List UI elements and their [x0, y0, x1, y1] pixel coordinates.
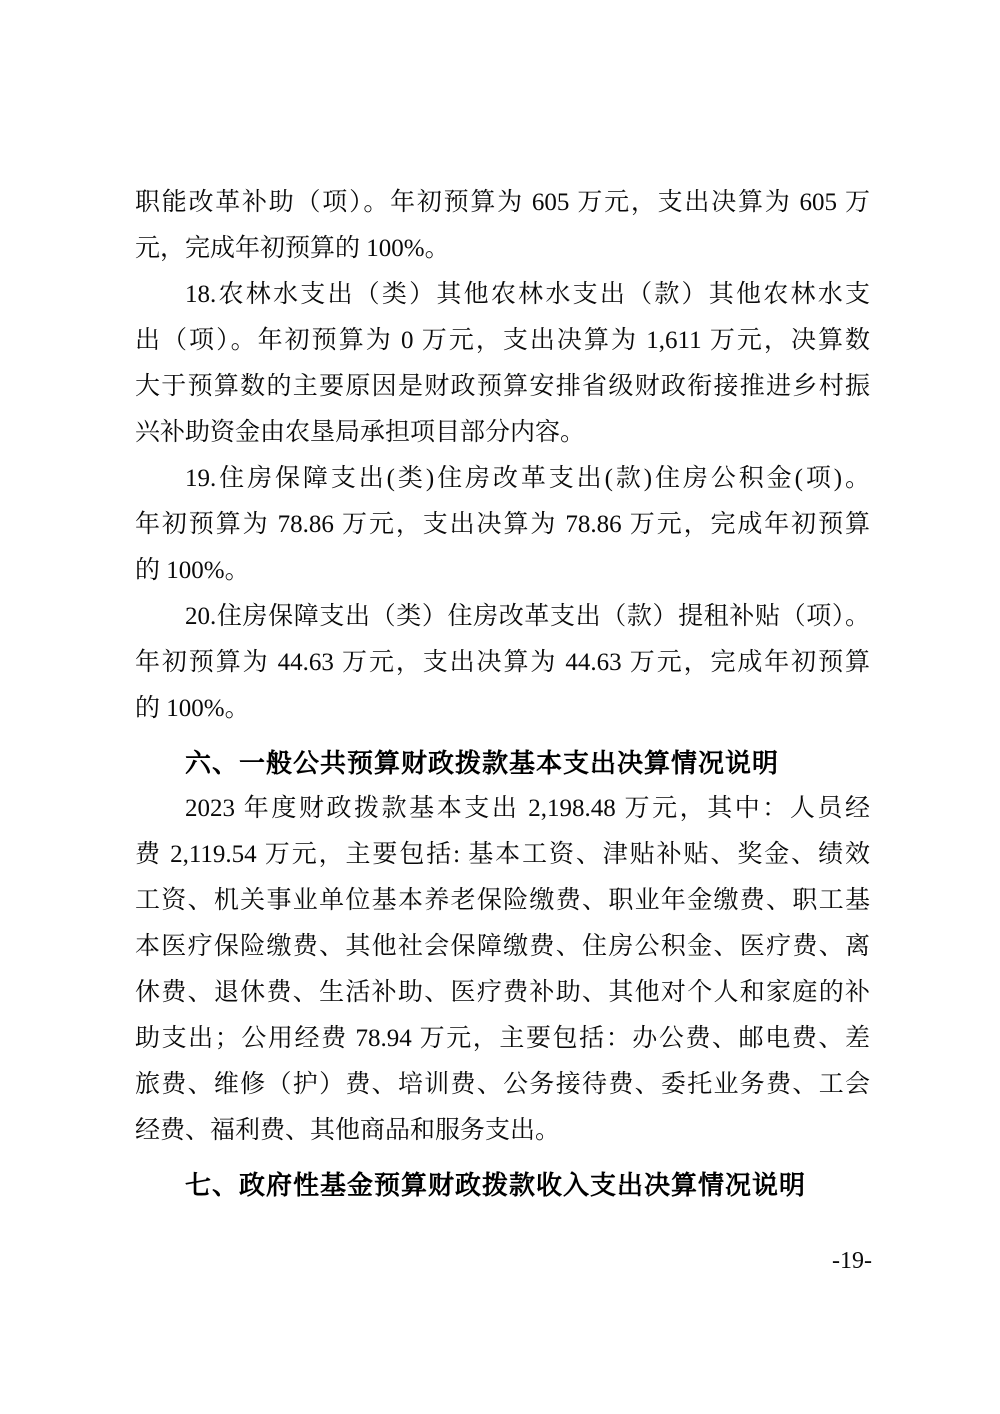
- section-heading: 七、政府性基金预算财政拨款收入支出决算情况说明: [185, 1170, 807, 1200]
- text-line: 19.住房保障支出(类)住房改革支出(款)住房公积金(项)。: [185, 465, 870, 492]
- text-line: 休费、退休费、生活补助、医疗费补助、其他对个人和家庭的补: [135, 979, 870, 1006]
- text-line: 20.住房保障支出（类）住房改革支出（款）提租补贴（项）。: [185, 603, 870, 630]
- paragraph: [135, 456, 870, 594]
- text-line: 年初预算为 78.86 万元，支出决算为 78.86 万元，完成年初预算: [135, 511, 870, 538]
- paragraph: [135, 786, 870, 1154]
- text-line: 年初预算为 44.63 万元，支出决算为 44.63 万元，完成年初预算: [135, 649, 870, 676]
- text-line: 本医疗保险缴费、其他社会保障缴费、住房公积金、医疗费、离: [135, 933, 870, 960]
- section-heading: 六、一般公共预算财政拨款基本支出决算情况说明: [185, 748, 780, 778]
- text-line: 工资、机关事业单位基本养老保险缴费、职业年金缴费、职工基: [135, 887, 870, 914]
- text-line: 旅费、维修（护）费、培训费、公务接待费、委托业务费、工会: [135, 1071, 870, 1098]
- text-line: 职能改革补助（项）。年初预算为 605 万元，支出决算为 605 万: [135, 189, 870, 216]
- text-line: 2023 年度财政拨款基本支出 2,198.48 万元，其中：人员经: [185, 795, 870, 822]
- text-line: 出（项）。年初预算为 0 万元，支出决算为 1,611 万元，决算数: [135, 327, 870, 354]
- text-line: 兴补助资金由农垦局承担项目部分内容。: [135, 419, 586, 446]
- text-line: 18.农林水支出（类）其他农林水支出（款）其他农林水支: [185, 281, 870, 308]
- paragraph: [135, 180, 870, 272]
- text-line: 的 100%。: [135, 695, 250, 722]
- text-line: 元，完成年初预算的 100%。: [135, 235, 450, 262]
- text-line: 的 100%。: [135, 557, 250, 584]
- paragraph: [135, 272, 870, 456]
- text-line: 经费、福利费、其他商品和服务支出。: [135, 1117, 561, 1144]
- text-line: 大于预算数的主要原因是财政预算安排省级财政衔接推进乡村振: [135, 373, 870, 400]
- text-line: 助支出；公用经费 78.94 万元，主要包括：办公费、邮电费、差: [135, 1025, 870, 1052]
- text-line: 费 2,119.54 万元，主要包括: 基本工资、津贴补贴、奖金、绩效: [135, 841, 870, 868]
- paragraph: [135, 594, 870, 732]
- page-number: -19-: [832, 1248, 872, 1274]
- document-body: [135, 180, 870, 1208]
